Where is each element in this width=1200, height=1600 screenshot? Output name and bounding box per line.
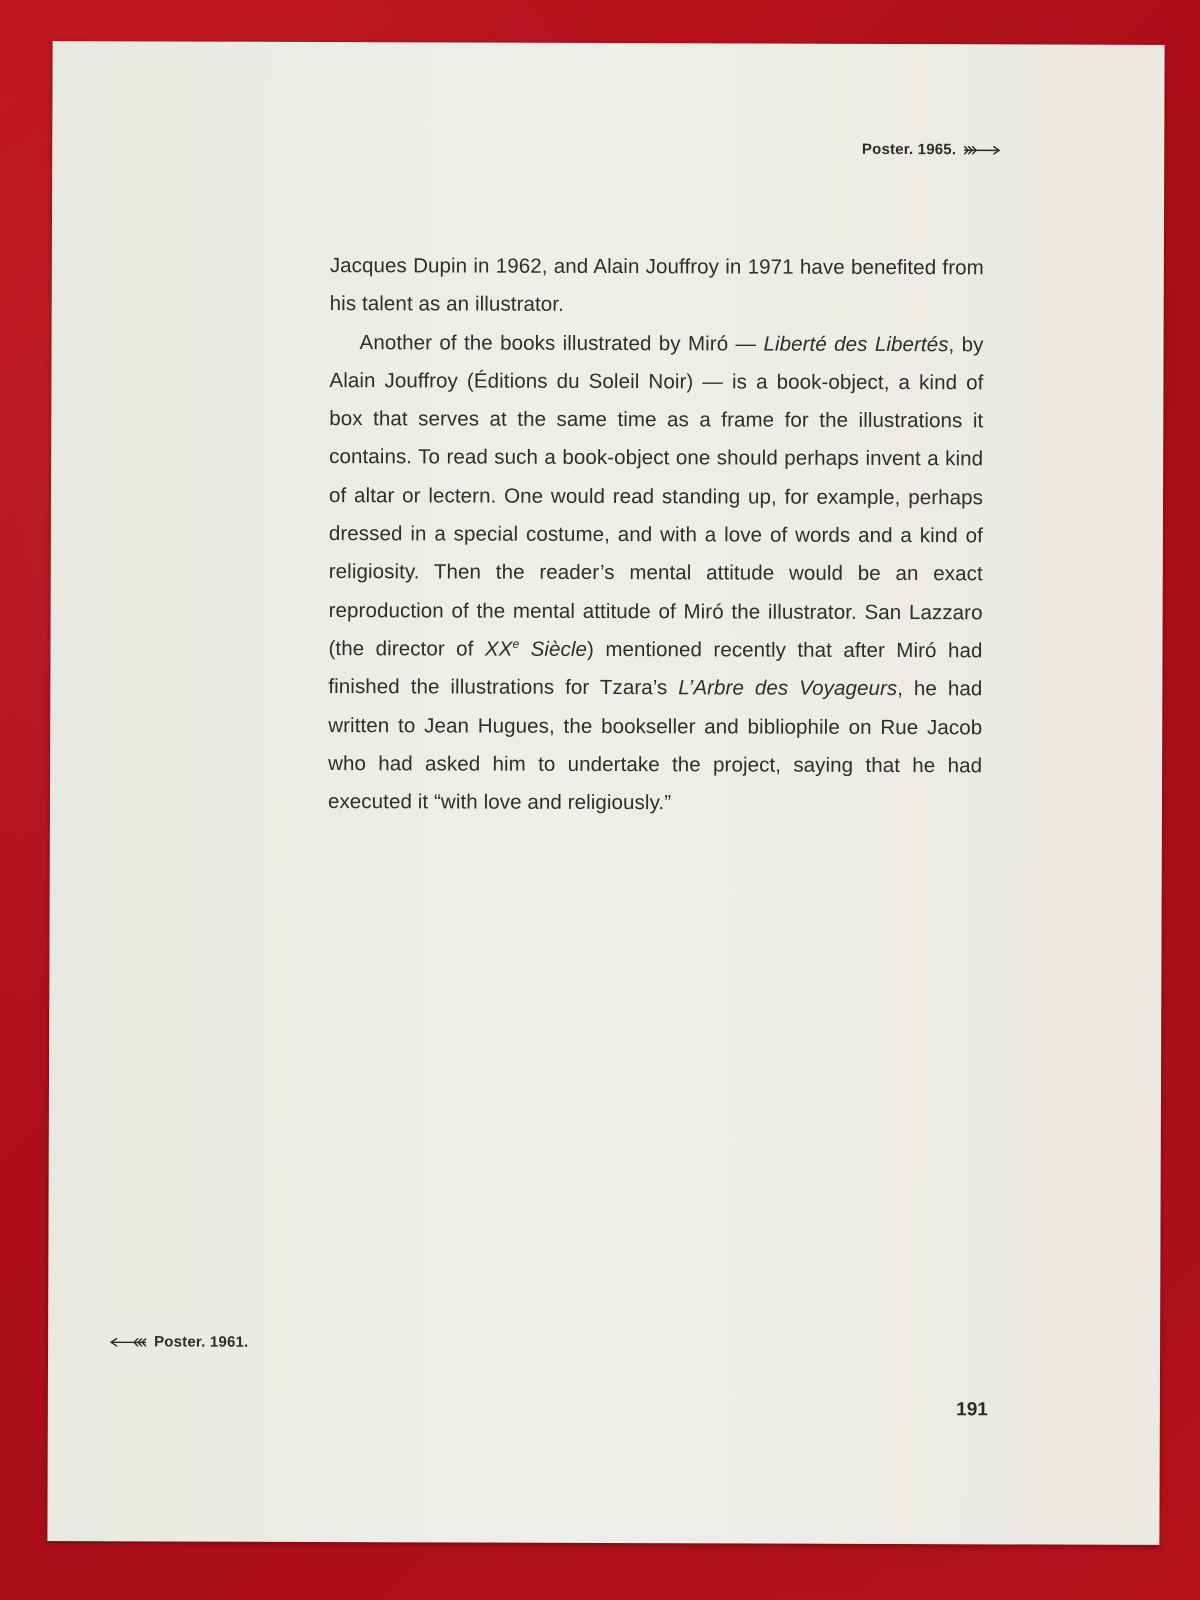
body-text-segment: Another of the books illustrated by Miró — (359, 330, 764, 356)
body-text-segment: , by Alain Jouffroy (Éditions du Soleil Noir) — is a book-object, a kind of box that serves at the same time as a frame for the illustrations it contains. To read such a book-object one should perhaps invent a kind of altar or lectern. One would read standing up, for example, perhaps dressed in a special costume, and with a love of words and a kind of religiosity. Then the reader’s mental attitude would be an exact reproduction of the mental attitude of Miró the illustrator. San Lazzaro (the director of (328, 332, 984, 661)
italic-title-text: e (512, 636, 520, 651)
page-number: 191 (956, 1399, 988, 1421)
book-page (47, 41, 1164, 1545)
body-text-segment: ) mentioned recently that after Miró had finished the illustrations for Tzara’s (328, 637, 983, 700)
caption-bottom-text: Poster. 1961. (154, 1333, 249, 1351)
paragraph (330, 247, 984, 326)
caption-top-text: Poster. 1965. (861, 140, 957, 159)
caption-bottom (108, 1333, 248, 1350)
italic-title-text: L’Arbre des Voyageurs (678, 676, 898, 701)
body-text-segment: Jacques Dupin in 1962, and Alain Jouffroy in 1971 have benefited from his talent as an illustrator. (329, 254, 984, 317)
italic-title-text: Liberté des Libertés (763, 332, 949, 356)
italic-title-text: XX (484, 637, 513, 661)
italic-title-text: Siècle (519, 637, 588, 661)
caption-top (862, 141, 1002, 158)
body-text (328, 247, 984, 824)
body-text-segment: , he had written to Jean Hugues, the bookseller and bibliophile on Rue Jacob who had asked him to undertake the project, saying that he had executed it “with love and religiously.” (327, 677, 983, 815)
paragraph (328, 324, 984, 824)
arrow-right-icon (962, 144, 1002, 156)
arrow-left-icon (108, 1336, 148, 1348)
